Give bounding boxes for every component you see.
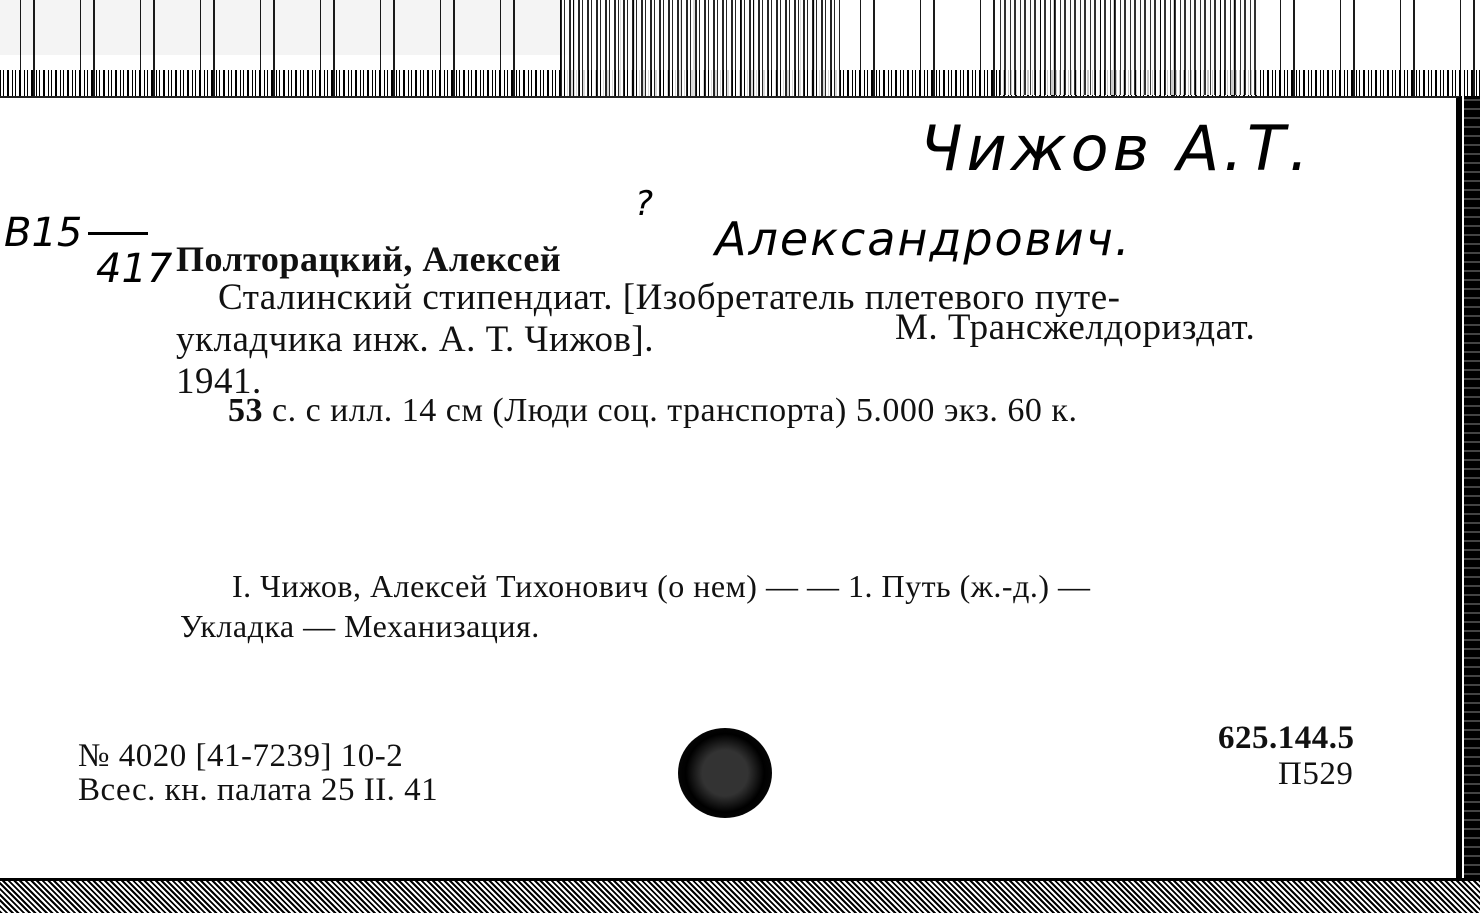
card-right-edge <box>1464 96 1480 896</box>
handwritten-patronymic: Александрович. <box>715 212 1132 266</box>
entry-year: 1941. <box>176 361 262 402</box>
handwritten-question-mark: ? <box>635 184 654 224</box>
entry-heading <box>176 238 561 280</box>
author-code: П529 <box>1278 756 1354 792</box>
entry-title-line-2: укладчика инж. А. Т. Чижов]. <box>176 319 654 360</box>
card-number: № 4020 [41-7239] 10-2 <box>78 738 404 774</box>
shelf-mark-line <box>88 232 148 235</box>
handwritten-author: Чижов А.Т. <box>920 112 1313 185</box>
scan-bottom-edge <box>0 878 1480 913</box>
entry-title-line: Сталинский стипендиат. [Изобретатель плетевого путе- <box>218 277 1121 318</box>
scan-noise-block-right <box>1000 0 1260 95</box>
page-count: 53 <box>228 392 263 429</box>
entry-publisher: М. Трансжелдориздат. <box>895 307 1256 348</box>
collation-text: с. с илл. 14 см (Люди соц. транспорта) 5.000 экз. 60 к. <box>272 392 1078 429</box>
classification-code: 625.144.5 <box>1218 720 1355 756</box>
book-chamber: Всес. кн. палата 25 II. 41 <box>78 772 439 808</box>
tracing-line: I. Чижов, Алексей Тихонович (о нем) — — 1. Путь (ж.-д.) — <box>232 568 1091 604</box>
scan-noise-block <box>560 0 840 100</box>
author-heading: Полторацкий, Алексей <box>176 239 562 279</box>
handwritten-shelf-mark: В15 <box>4 210 83 256</box>
handwritten-shelf-sub: 417 <box>96 246 173 292</box>
tracing-line-2: Укладка — Механизация. <box>180 608 540 644</box>
entry-collation <box>228 392 1077 430</box>
punch-hole <box>678 728 772 818</box>
